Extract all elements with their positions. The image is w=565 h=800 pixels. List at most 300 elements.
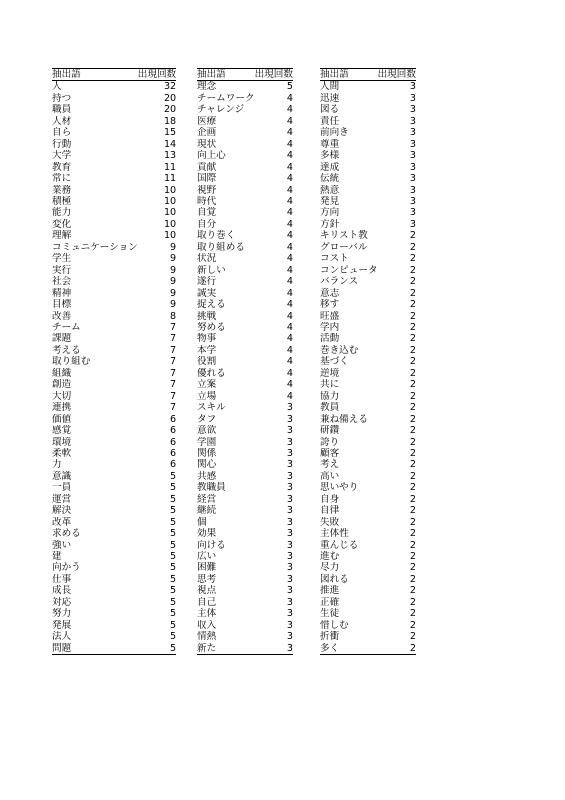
count-cell: 4 [286, 207, 293, 219]
frequency-table-1 [52, 68, 176, 655]
word-cell: 旺盛 [320, 310, 340, 322]
count-cell: 3 [286, 573, 293, 585]
table-row [320, 230, 416, 241]
table-row [197, 608, 293, 619]
word-cell: 誇り [320, 436, 340, 448]
count-cell: 2 [409, 379, 416, 391]
count-cell: 15 [163, 127, 177, 139]
table-row [320, 379, 416, 390]
word-cell: チームワーク [197, 92, 255, 104]
table-row [320, 494, 416, 505]
word-cell: 広い [197, 551, 217, 563]
word-cell: キリスト教 [320, 230, 368, 242]
table-row [197, 345, 293, 356]
table-row [52, 402, 176, 413]
table-row [52, 379, 176, 390]
word-cell: 基づく [320, 356, 349, 368]
table-row [320, 425, 416, 436]
count-cell: 9 [170, 253, 177, 265]
table-row [320, 597, 416, 608]
count-cell: 3 [286, 493, 293, 505]
table-row [197, 414, 293, 425]
count-cell: 2 [409, 367, 416, 379]
count-cell: 5 [170, 505, 177, 517]
word-cell: 対応 [52, 596, 72, 608]
word-cell: 兼ね備える [320, 413, 368, 425]
word-cell: 現状 [197, 138, 217, 150]
table-row [197, 311, 293, 322]
word-cell: 大学 [52, 150, 72, 162]
table-row [52, 631, 176, 642]
table-row [320, 162, 416, 173]
word-cell: 実行 [52, 264, 72, 276]
count-cell: 6 [170, 425, 177, 437]
table-row [197, 299, 293, 310]
table-row [197, 219, 293, 230]
table-row [197, 162, 293, 173]
table-row [52, 562, 176, 573]
count-cell: 3 [286, 619, 293, 631]
word-cell: 前向き [320, 127, 349, 139]
count-cell: 2 [409, 321, 416, 333]
word-cell: 自分 [197, 218, 217, 230]
word-cell: 主体 [197, 608, 217, 620]
word-cell: 建 [52, 551, 62, 563]
table-row [320, 242, 416, 253]
table-row [197, 574, 293, 585]
count-cell: 3 [286, 413, 293, 425]
count-cell: 2 [409, 608, 416, 620]
table-row [52, 276, 176, 287]
word-cell: 運営 [52, 493, 72, 505]
count-cell: 4 [286, 333, 293, 345]
word-cell: 巻き込む [320, 344, 359, 356]
count-cell: 3 [409, 218, 416, 230]
table-row [52, 311, 176, 322]
table-row [197, 585, 293, 596]
count-cell: 4 [286, 127, 293, 139]
table-row [320, 368, 416, 379]
word-cell: 解決 [52, 505, 72, 517]
word-cell: 立場 [197, 390, 217, 402]
word-cell: 顧客 [320, 447, 340, 459]
table-row [197, 288, 293, 299]
table-row [320, 299, 416, 310]
word-cell: 意識 [52, 470, 72, 482]
count-cell: 7 [170, 390, 177, 402]
word-cell: 方向 [320, 207, 340, 219]
word-cell: 取り巻く [197, 230, 236, 242]
word-cell: 発見 [320, 195, 340, 207]
count-cell: 6 [170, 436, 177, 448]
word-cell: スキル [197, 402, 226, 414]
word-cell: 生徒 [320, 608, 340, 620]
table-row [197, 185, 293, 196]
word-cell: 協力 [320, 390, 340, 402]
table-row [52, 471, 176, 482]
count-cell: 10 [163, 230, 177, 242]
table-row [197, 437, 293, 448]
word-cell: コミュニケーション [52, 241, 138, 253]
table-row [320, 127, 416, 138]
word-cell: 図る [320, 104, 340, 116]
count-cell: 2 [409, 241, 416, 253]
table-row [52, 322, 176, 333]
count-cell: 4 [286, 115, 293, 127]
table-row [197, 551, 293, 562]
table-row [320, 551, 416, 562]
count-cell: 4 [286, 241, 293, 253]
table-row [197, 494, 293, 505]
word-cell: 視野 [197, 184, 217, 196]
table-row [197, 643, 293, 655]
word-cell: 活動 [320, 333, 340, 345]
table-row [52, 242, 176, 253]
count-cell: 3 [286, 631, 293, 643]
count-cell: 5 [170, 573, 177, 585]
word-cell: 課題 [52, 333, 72, 345]
count-cell: 2 [409, 631, 416, 643]
table-row [320, 528, 416, 539]
count-cell: 5 [170, 493, 177, 505]
table-row [52, 139, 176, 150]
count-cell: 3 [409, 173, 416, 185]
count-cell: 8 [170, 310, 177, 322]
count-cell: 4 [286, 104, 293, 116]
count-cell: 3 [286, 505, 293, 517]
count-cell: 4 [286, 253, 293, 265]
word-cell: 考え [320, 459, 340, 471]
header-count: 出現回数 [254, 69, 293, 80]
count-cell: 20 [163, 92, 177, 104]
count-cell: 9 [170, 276, 177, 288]
word-cell: 経営 [197, 493, 217, 505]
count-cell: 4 [286, 218, 293, 230]
word-cell: 自覚 [197, 207, 217, 219]
word-cell: 責任 [320, 115, 340, 127]
count-cell: 5 [170, 585, 177, 597]
count-cell: 2 [409, 299, 416, 311]
table-row [52, 551, 176, 562]
count-cell: 2 [409, 436, 416, 448]
table-row [197, 528, 293, 539]
header-row [197, 69, 293, 81]
count-cell: 11 [163, 173, 177, 185]
word-cell: 自身 [320, 493, 340, 505]
frequency-table-3 [320, 68, 416, 655]
count-cell: 2 [409, 413, 416, 425]
count-cell: 3 [286, 608, 293, 620]
count-cell: 9 [170, 264, 177, 276]
table-row [320, 345, 416, 356]
table-row [197, 391, 293, 402]
word-cell: 思いやり [320, 482, 359, 494]
count-cell: 3 [409, 150, 416, 162]
word-cell: 状況 [197, 253, 217, 265]
table-row [320, 540, 416, 551]
table-row [320, 173, 416, 184]
count-cell: 4 [286, 195, 293, 207]
word-cell: 大切 [52, 390, 72, 402]
table-row [52, 162, 176, 173]
table-row [197, 173, 293, 184]
table-row [197, 150, 293, 161]
count-cell: 3 [409, 207, 416, 219]
word-cell: 進む [320, 551, 340, 563]
word-cell: 仕事 [52, 573, 72, 585]
word-cell: 伝統 [320, 173, 340, 185]
word-cell: 情熱 [197, 631, 217, 643]
count-cell: 3 [255, 643, 293, 655]
table-row [320, 185, 416, 196]
table-row [320, 81, 416, 93]
table-row [52, 219, 176, 230]
word-cell: 本学 [197, 344, 217, 356]
count-cell: 3 [409, 184, 416, 196]
table-row [320, 482, 416, 493]
table-row [320, 562, 416, 573]
word-cell: 業務 [52, 184, 72, 196]
table-row [320, 139, 416, 150]
word-cell: 強い [52, 539, 72, 551]
table-row [52, 173, 176, 184]
word-cell: 向かう [52, 562, 81, 574]
word-cell: 職員 [52, 104, 72, 116]
table-row [320, 391, 416, 402]
count-cell: 4 [286, 287, 293, 299]
word-cell: 組織 [52, 367, 72, 379]
word-cell: 理念 [197, 81, 217, 93]
count-cell: 2 [409, 425, 416, 437]
count-cell: 4 [286, 379, 293, 391]
word-cell: 創造 [52, 379, 72, 391]
table-row [52, 391, 176, 402]
count-cell: 2 [409, 276, 416, 288]
header-word: 抽出語 [52, 69, 138, 81]
table-row [197, 196, 293, 207]
table-row [52, 414, 176, 425]
count-cell: 7 [170, 367, 177, 379]
count-cell: 2 [409, 356, 416, 368]
header-row [320, 69, 416, 81]
word-cell: 積極 [52, 195, 72, 207]
word-cell: 能力 [52, 207, 72, 219]
count-cell: 3 [286, 482, 293, 494]
count-cell: 5 [170, 619, 177, 631]
count-cell: 2 [409, 562, 416, 574]
table-row [52, 333, 176, 344]
table-row [320, 288, 416, 299]
word-cell: バランス [320, 276, 359, 288]
table-row [52, 93, 176, 104]
word-cell: 思考 [197, 573, 217, 585]
word-cell: 図れる [320, 573, 349, 585]
count-cell: 3 [286, 528, 293, 540]
table-row [197, 104, 293, 115]
table-row [52, 127, 176, 138]
word-cell: 方針 [320, 218, 340, 230]
count-cell: 5 [170, 608, 177, 620]
word-cell: 学生 [52, 253, 72, 265]
word-cell: 発展 [52, 619, 72, 631]
count-cell: 7 [170, 379, 177, 391]
word-cell: コスト [320, 253, 349, 265]
table-row [197, 517, 293, 528]
word-cell: 向上心 [197, 150, 226, 162]
word-cell: 意志 [320, 287, 340, 299]
table-row [197, 482, 293, 493]
table-row [320, 311, 416, 322]
count-cell: 4 [286, 173, 293, 185]
count-cell: 9 [170, 241, 177, 253]
count-cell: 20 [163, 104, 177, 116]
word-cell: 医療 [197, 115, 217, 127]
count-cell: 4 [286, 299, 293, 311]
word-cell: 正確 [320, 596, 340, 608]
table-row [52, 207, 176, 218]
word-cell: 収入 [197, 619, 217, 631]
table-row [320, 322, 416, 333]
count-cell: 2 [409, 528, 416, 540]
word-cell: 移す [320, 299, 340, 311]
table-row [52, 299, 176, 310]
count-cell: 2 [409, 585, 416, 597]
count-cell: 13 [163, 150, 177, 162]
table-row [197, 562, 293, 573]
count-cell: 6 [170, 413, 177, 425]
word-cell: 感覚 [52, 425, 72, 437]
count-cell: 5 [170, 551, 177, 563]
word-cell: チーム [52, 321, 81, 333]
count-cell: 2 [409, 310, 416, 322]
word-cell: 目標 [52, 299, 72, 311]
count-cell: 2 [409, 493, 416, 505]
table-row [197, 93, 293, 104]
word-cell: 惜しむ [320, 619, 349, 631]
count-cell: 11 [163, 161, 177, 173]
count-cell: 7 [170, 402, 177, 414]
table-row [320, 459, 416, 470]
table-row [197, 402, 293, 413]
count-cell: 4 [286, 310, 293, 322]
table-row [320, 276, 416, 287]
count-cell: 3 [286, 447, 293, 459]
table-row [320, 574, 416, 585]
count-cell: 2 [409, 619, 416, 631]
count-cell: 3 [409, 127, 416, 139]
header-row [52, 69, 176, 81]
word-cell: 挑戦 [197, 310, 217, 322]
word-cell: 常に [52, 173, 72, 185]
table-row [197, 448, 293, 459]
table-row [52, 425, 176, 436]
table-row [52, 574, 176, 585]
table-row [197, 207, 293, 218]
count-cell: 10 [163, 184, 177, 196]
count-cell: 10 [163, 195, 177, 207]
table-row [52, 505, 176, 516]
count-cell: 32 [163, 81, 177, 93]
table-row [197, 459, 293, 470]
table-row [320, 414, 416, 425]
word-cell: 問題 [52, 643, 138, 655]
table-row [52, 540, 176, 551]
word-cell: 法人 [52, 631, 72, 643]
table-row [197, 368, 293, 379]
word-cell: 主体性 [320, 528, 349, 540]
count-cell: 3 [409, 104, 416, 116]
word-cell: コンピュータ [320, 264, 378, 276]
word-cell: タフ [197, 413, 217, 425]
table-row [197, 116, 293, 127]
count-cell: 4 [286, 138, 293, 150]
word-cell: 教員 [320, 402, 340, 414]
word-cell: 人間 [320, 81, 340, 93]
table-row [197, 540, 293, 551]
word-cell: 物事 [197, 333, 217, 345]
count-cell: 5 [138, 643, 176, 655]
count-cell: 3 [286, 551, 293, 563]
table-row [52, 116, 176, 127]
word-cell: 取り組む [52, 356, 91, 368]
word-cell: 関係 [197, 447, 217, 459]
table-row [52, 288, 176, 299]
table-row [197, 276, 293, 287]
table-row [320, 585, 416, 596]
word-cell: 失敗 [320, 516, 340, 528]
count-cell: 3 [409, 81, 416, 93]
table-row [52, 620, 176, 631]
table-row [197, 139, 293, 150]
count-cell: 3 [286, 585, 293, 597]
word-cell: 高い [320, 470, 340, 482]
word-cell: 一員 [52, 482, 72, 494]
table-row [320, 643, 416, 655]
word-cell: 力 [52, 459, 62, 471]
table-row [52, 494, 176, 505]
count-cell: 2 [409, 470, 416, 482]
count-cell: 2 [409, 551, 416, 563]
count-cell: 2 [409, 333, 416, 345]
count-cell: 4 [286, 184, 293, 196]
word-cell: 折衝 [320, 631, 340, 643]
word-cell: 自律 [320, 505, 340, 517]
table-row [52, 597, 176, 608]
word-cell: 新た [197, 643, 255, 655]
table-row [320, 196, 416, 207]
word-cell: 共感 [197, 470, 217, 482]
count-cell: 10 [163, 207, 177, 219]
count-cell: 7 [170, 333, 177, 345]
word-cell: 尽力 [320, 562, 340, 574]
word-cell: 共に [320, 379, 340, 391]
word-cell: 学園 [197, 436, 217, 448]
count-cell: 5 [170, 516, 177, 528]
word-cell: 優れる [197, 367, 226, 379]
table-row [320, 402, 416, 413]
header-word: 抽出語 [320, 69, 378, 81]
table-row [320, 116, 416, 127]
table-row [197, 322, 293, 333]
count-cell: 2 [409, 459, 416, 471]
count-cell: 4 [286, 321, 293, 333]
word-cell: 価値 [52, 413, 72, 425]
word-cell: 時代 [197, 195, 217, 207]
table-row [52, 437, 176, 448]
table-row [320, 253, 416, 264]
word-cell: 努める [197, 321, 226, 333]
count-cell: 3 [286, 436, 293, 448]
